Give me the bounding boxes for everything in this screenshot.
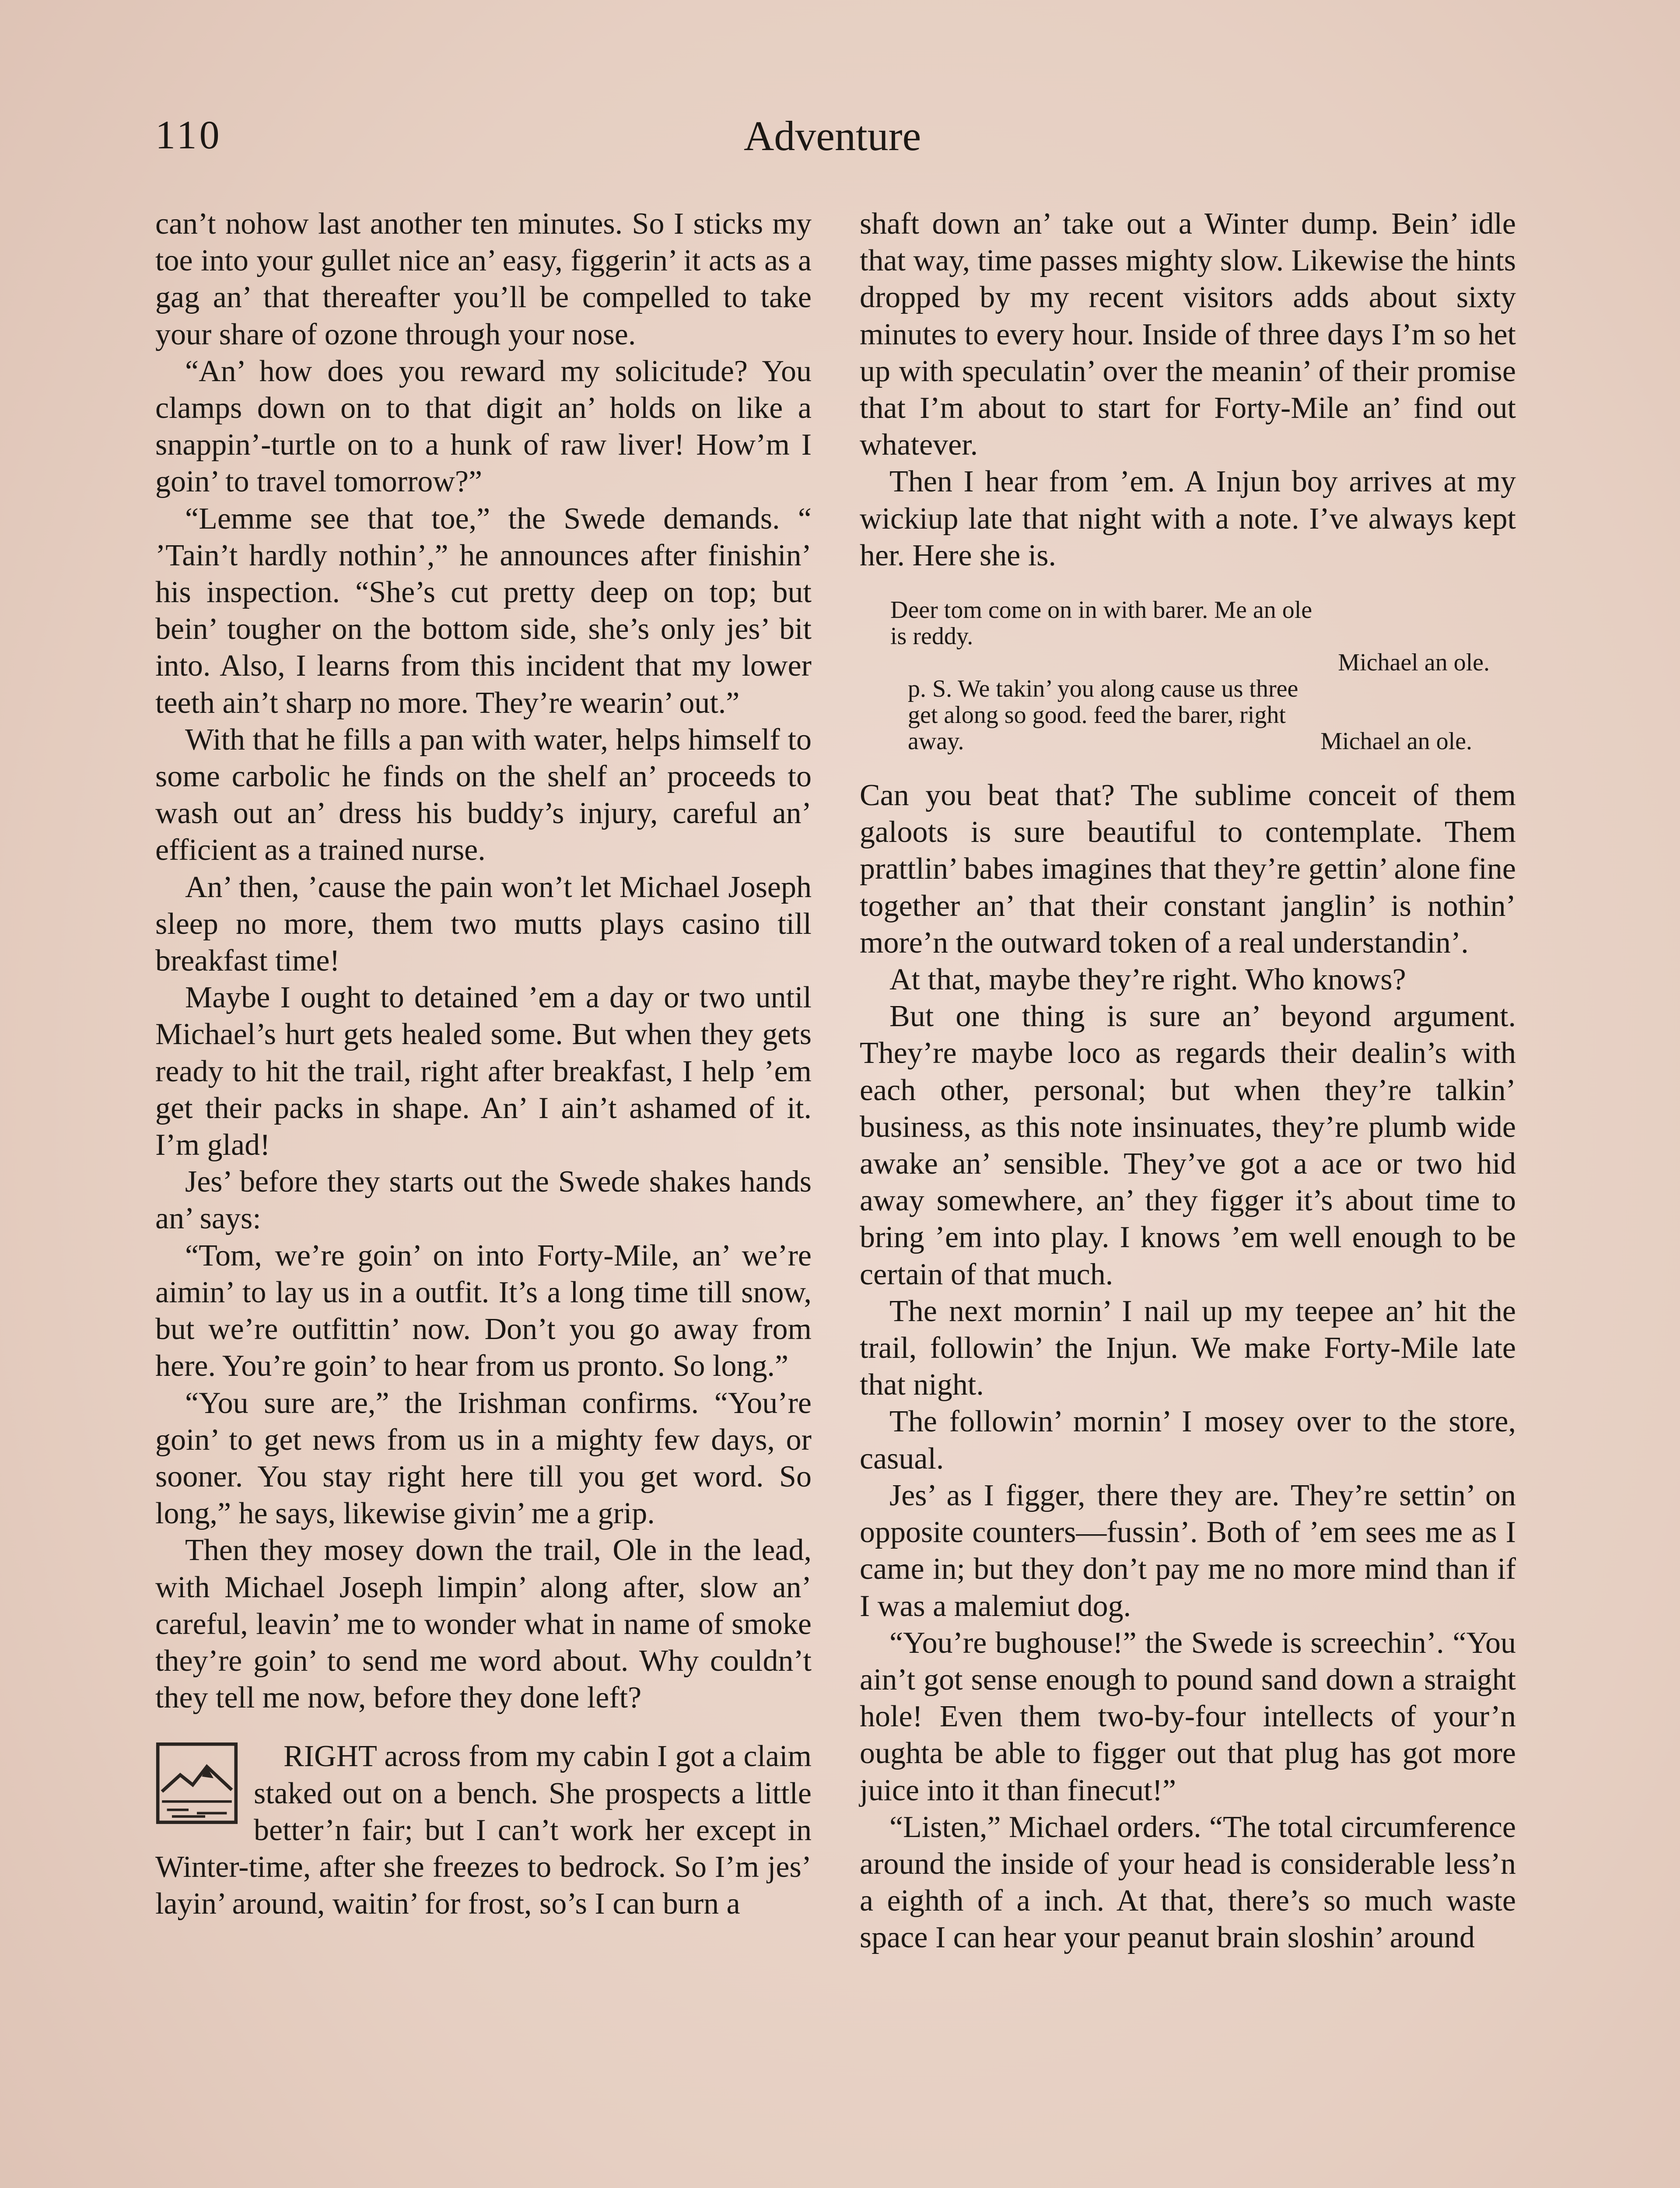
right-column	[860, 206, 1516, 1957]
paragraph: shaft down an’ take out a Winter dump. Bein’ idle that way, time passes mighty slow. Likewise the hints dropped by my recent visitors adds about sixty minutes to every hour. Inside of three days I’m so het up with speculatin’ over the meanin’ of their promise that I’m about to start for Forty-Mile an’ find out whatever.	[860, 207, 1516, 462]
paragraph: Jes’ as I figger, there they are. They’re settin’ on opposite counters—fussin’. Both of ’em sees me as I came in; but they don’t pay me no more mind than if I was a malemiut dog.	[860, 1478, 1516, 1623]
note-line: is reddy.	[890, 623, 973, 650]
section-break-block	[155, 1738, 812, 1922]
paragraph: can’t nohow last another ten minutes. So I sticks my toe into your gullet nice an’ easy, figgerin’ it acts as a gag an’ that thereafter you’ll be compelled to take your share of ozone through your nose.	[155, 207, 812, 351]
paragraph: But one thing is sure an’ beyond argument. They’re maybe loco as regards their dealin’s with each other, personal; but when they’re talkin’ business, as this note insinuates, they’re plumb wide awake an’ sensible. They’ve got a ace or two hid away somewhere, an’ they figger it’s about time to bring ’em into play. I knows ’em well enough to be certain of that much.	[860, 999, 1516, 1291]
landscape-vignette-icon	[155, 1742, 238, 1825]
paragraph-drop-cap	[155, 1738, 812, 1922]
paragraph: Then I hear from ’em. A Injun boy arrives at my wickiup late that night with a note. I’ve always kept her. Here she is.	[860, 465, 1516, 572]
paragraph: “Lemme see that toe,” the Swede demands. “ ’Tain’t hardly nothin’,” he announces after finishin’ his inspection. “She’s cut pretty deep on top; but bein’ tougher on the bottom side, she’s only jes’ bit into. Also, I learns from this incident that my lower teeth ain’t sharp no more. They’re wearin’ out.”	[155, 501, 812, 720]
note-postscript-signature: Michael an ole.	[1320, 728, 1472, 755]
paragraph: “You’re bughouse!” the Swede is screechin’. “You ain’t got sense enough to pound sand down a straight hole! Even them two-by-four intellects of your’n oughta be able to figger out that plug has got more juice into it than finecut!”	[860, 1626, 1516, 1807]
paragraph: “You sure are,” the Irishman confirms. “You’re goin’ to get news from us in a mighty few days, or sooner. You stay right here till you get word. So long,” he says, likewise givin’ me a grip.	[155, 1386, 812, 1531]
paragraph: At that, maybe they’re right. Who knows?	[889, 963, 1406, 997]
quoted-note	[890, 597, 1516, 754]
paragraph: With that he fills a pan with water, helps himself to some carbolic he finds on the shelf an’ proceeds to wash out an’ dress his buddy’s injury, careful an’ efficient as a trained nurse.	[155, 722, 812, 867]
paragraph: Maybe I ought to detained ’em a day or two until Michael’s hurt gets healed some. But when they gets ready to hit the trail, right after breakfast, I help ’em get their packs in shape. An’ I ain’t ashamed of it. I’m glad!	[155, 981, 812, 1162]
paragraph: Then they mosey down the trail, Ole in the lead, with Michael Joseph limpin’ along after, slow an’ careful, leavin’ me to wonder what in name of smoke they’re goin’ to send me word about. Why couldn’t they tell me now, before they done left?	[155, 1533, 812, 1715]
paragraph: Jes’ before they starts out the Swede shakes hands an’ says:	[155, 1165, 812, 1236]
paragraph: Can you beat that? The sublime conceit of them galoots is sure beautiful to contemplate. Them prattlin’ babes imagines that they’re gettin’ alone fine together an’ that their constant janglin’ is nothin’ more’n the outward token of a real understandin’.	[860, 778, 1516, 960]
page-header	[0, 112, 1680, 168]
paragraph: “An’ how does you reward my solicitude? You clamps down on to that digit an’ holds on like a snappin’-turtle on to a hunk of raw liver! How’m I goin’ to travel tomorrow?”	[155, 354, 812, 499]
paragraph: An’ then, ’cause the pain won’t let Michael Joseph sleep no more, them two mutts plays casino till breakfast time!	[155, 870, 812, 978]
paragraph: The next mornin’ I nail up my teepee an’ hit the trail, followin’ the Injun. We make Forty-Mile late that night.	[860, 1294, 1516, 1402]
note-line: Deer tom come on in with barer. Me an ole	[890, 596, 1312, 624]
left-column	[155, 206, 812, 1922]
paragraph: “Tom, we’re goin’ on into Forty-Mile, an’ we’re aimin’ to lay us in a outfit. It’s a long time till snow, but we’re outfittin’ now. Don’t you go away from here. You’re goin’ to hear from us pronto. So long.”	[155, 1238, 812, 1383]
paragraph: The followin’ mornin’ I mosey over to the store, casual.	[860, 1405, 1516, 1476]
note-postscript: away.	[908, 728, 964, 755]
paragraph: “Listen,” Michael orders. “The total circumference around the inside of your head is considerable less’n a eighth of a inch. At that, there’s so much waste space I can hear your peanut brain sloshin’ around	[860, 1810, 1516, 1955]
page-number: 110	[155, 112, 222, 157]
note-postscript: get along so good. feed the barer, right	[908, 701, 1286, 729]
note-signature: Michael an ole.	[1338, 649, 1490, 677]
note-postscript: p. S. We takin’ you along cause us three	[908, 675, 1298, 703]
running-head: Adventure	[744, 112, 921, 159]
paragraph-text: RIGHT across from my cabin I got a claim staked out on a bench. She prospects a little better’n fair; but I can’t work her except in Winter-time, after she freezes to bedrock. So I’m jes’ layin’ around, waitin’ for frost, so’s I can burn a	[155, 1739, 812, 1921]
